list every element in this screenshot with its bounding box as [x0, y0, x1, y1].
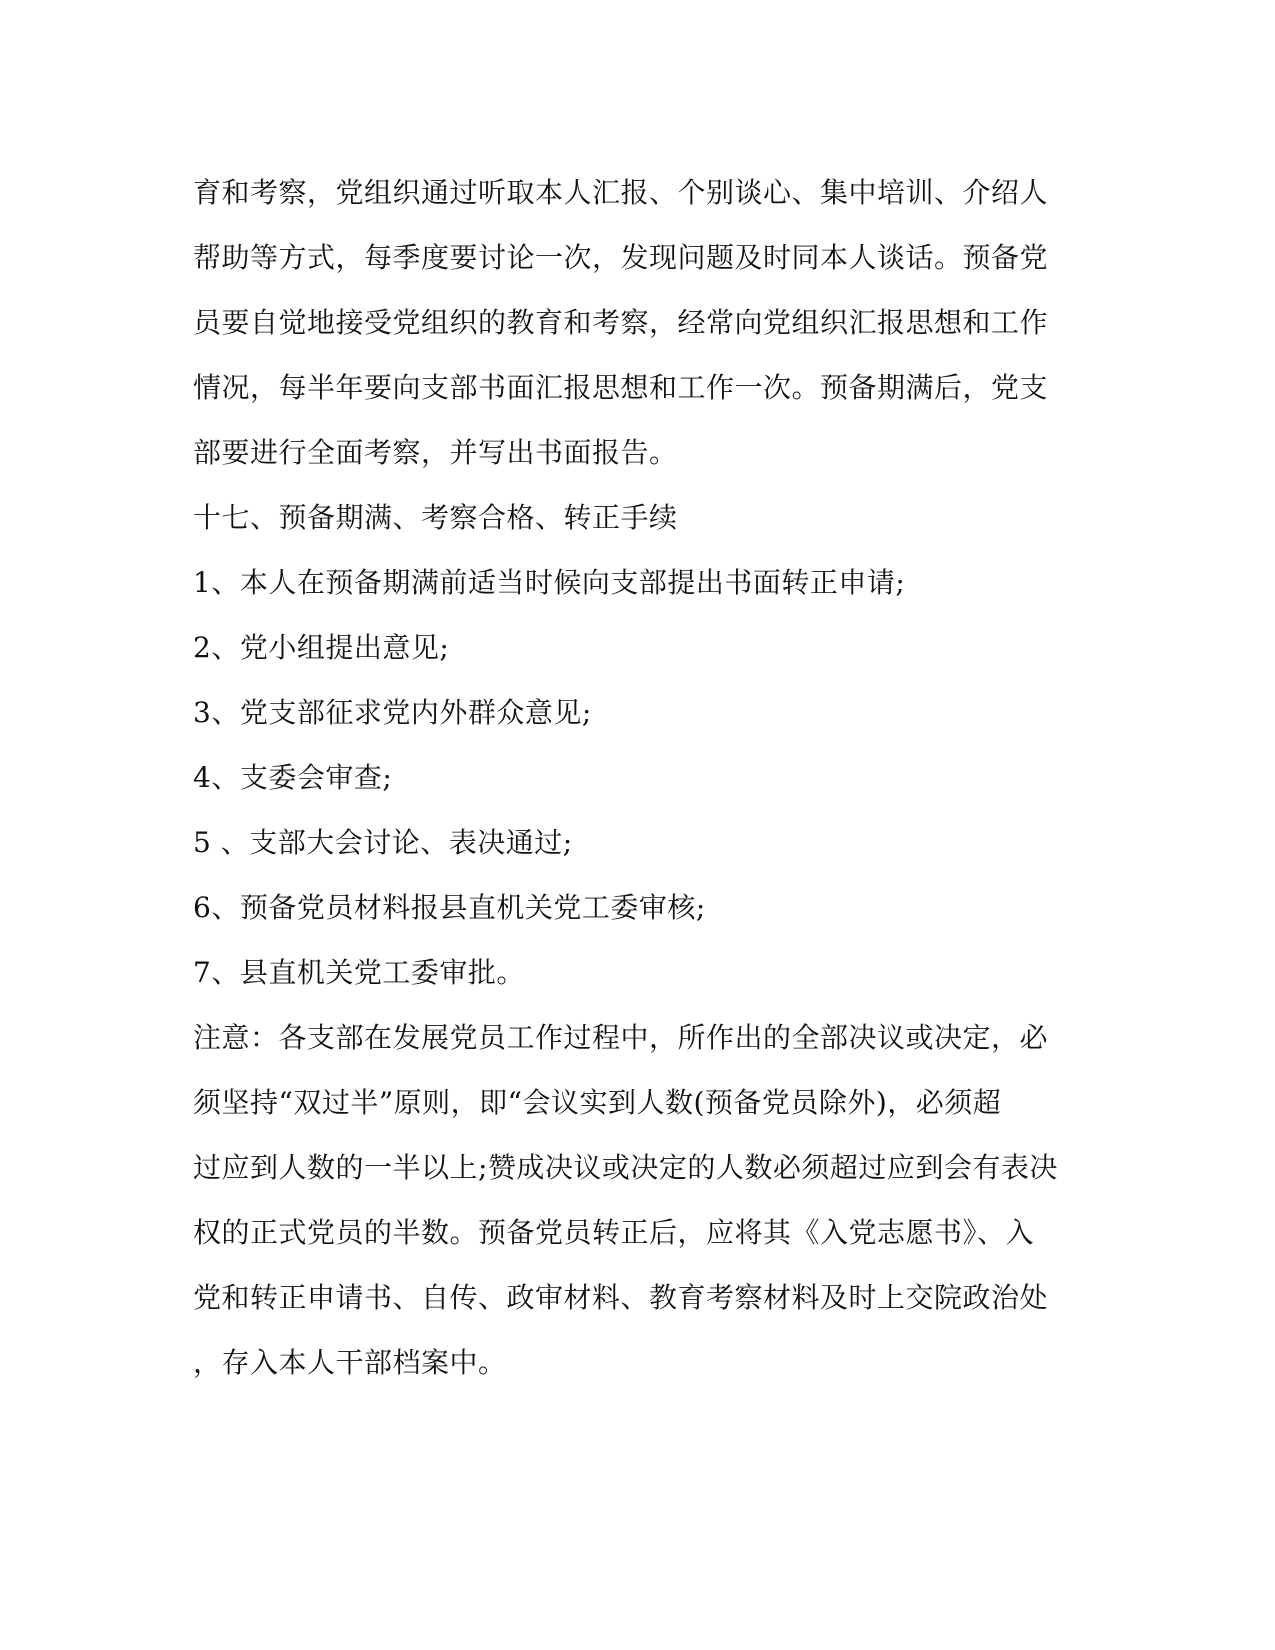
- note-line: ，存入本人干部档案中。: [193, 1346, 507, 1379]
- list-item: 6、预备党员材料报县直机关党工委审核;: [193, 891, 706, 924]
- list-item: 1、本人在预备期满前适当时候向支部提出书面转正申请;: [193, 566, 906, 599]
- list-item: 2、党小组提出意见;: [193, 631, 450, 664]
- note-line: 权的正式党员的半数。预备党员转正后，应将其《入党志愿书》、入: [193, 1216, 1035, 1249]
- document-body: [193, 160, 1093, 1395]
- note-line: 须坚持“双过半”原则，即“会议实到人数(预备党员除外)，必须超: [193, 1086, 1002, 1119]
- list-item: 7、县直机关党工委审批。: [193, 956, 525, 989]
- note-line: 过应到人数的一半以上;赞成决议或决定的人数必须超过应到会有表决: [193, 1151, 1058, 1184]
- paragraph-line: 情况，每半年要向支部书面汇报思想和工作一次。预备期满后，党支: [193, 371, 1049, 404]
- paragraph-line: 部要进行全面考察，并写出书面报告。: [193, 436, 678, 469]
- list-item: 3、党支部征求党内外群众意见;: [193, 696, 592, 729]
- note-line: 党和转正申请书、自传、政审材料、教育考察材料及时上交院政治处: [193, 1281, 1049, 1314]
- paragraph-line: 育和考察，党组织通过听取本人汇报、个别谈心、集中培训、介绍人: [193, 176, 1049, 209]
- list-item: 4、支委会审查;: [193, 761, 393, 794]
- paragraph-line: 帮助等方式，每季度要讨论一次，发现问题及时同本人谈话。预备党: [193, 241, 1049, 274]
- note-line: 注意：各支部在发展党员工作过程中，所作出的全部决议或决定，必: [193, 1021, 1049, 1054]
- paragraph-line: 员要自觉地接受党组织的教育和考察，经常向党组织汇报思想和工作: [193, 306, 1049, 339]
- list-item: 5 、支部大会讨论、表决通过;: [193, 826, 573, 859]
- section-heading: 十七、预备期满、考察合格、转正手续: [193, 501, 678, 534]
